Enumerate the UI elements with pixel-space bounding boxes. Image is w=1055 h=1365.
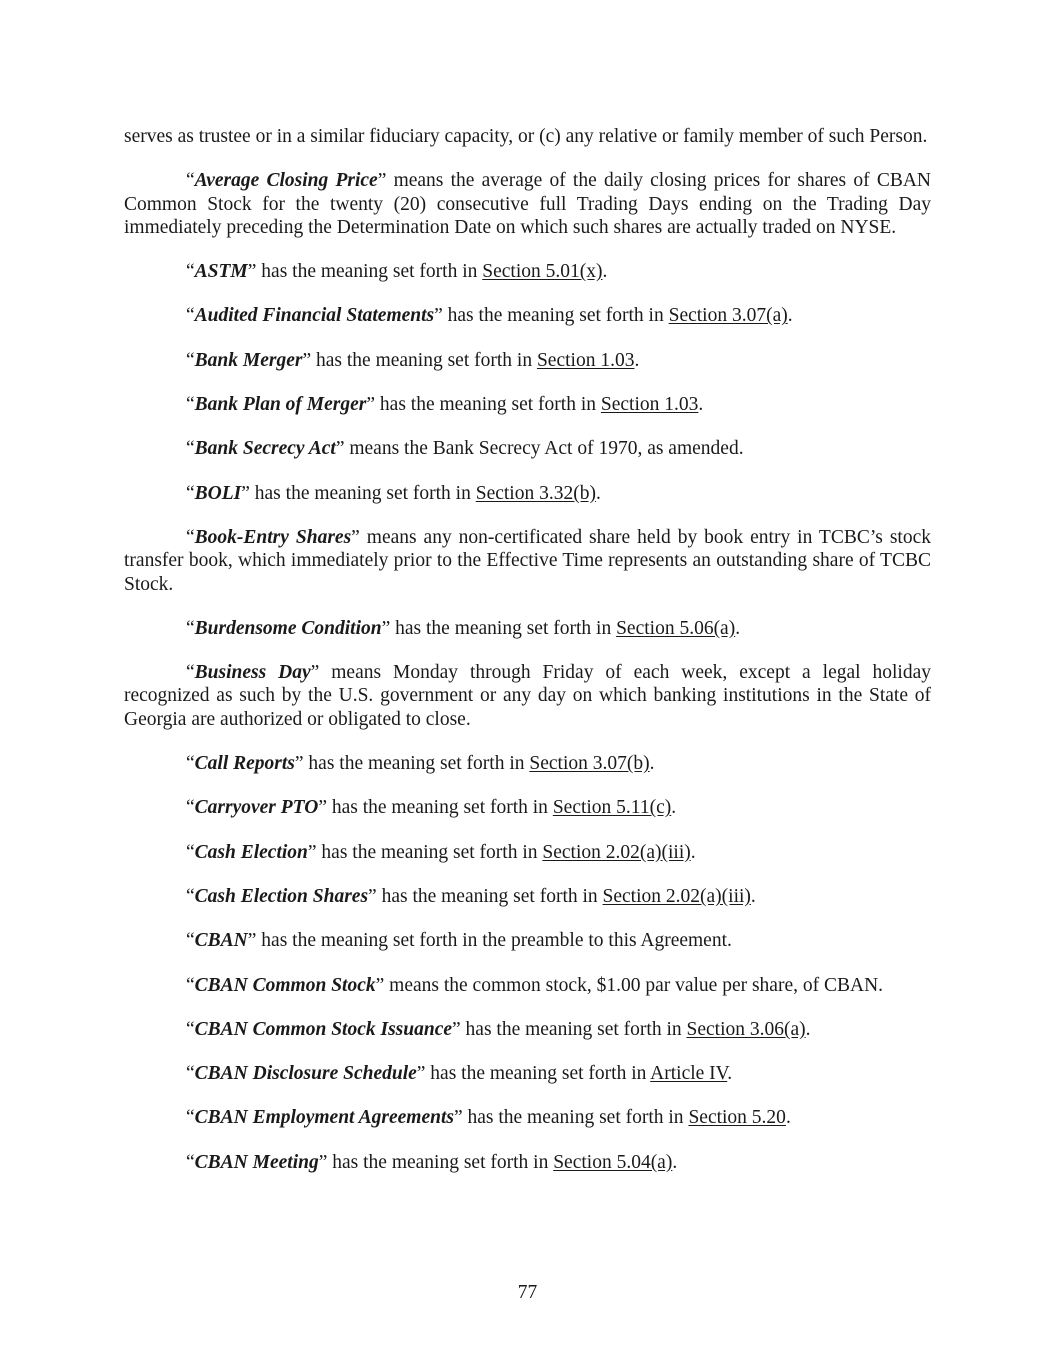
definition-cash-election-shares: “Cash Election Shares” has the meaning set forth in Section 2.02(a)(iii). (186, 885, 756, 907)
definition-text: has the meaning set forth in the preamble to this Agreement. (256, 930, 732, 952)
page-number: 77 (517, 1282, 538, 1303)
definition-audited-financial-statements: “Audited Financial Statements” has the meaning set forth in Section 3.07(a). (186, 305, 793, 327)
definition-text: has the meaning set forth in (327, 1151, 554, 1173)
defined-term: CBAN (194, 930, 248, 952)
definition-text: has the meaning set forth in (316, 841, 543, 863)
definition-call-reports: “Call Reports” has the meaning set forth in Section 3.07(b). (186, 753, 655, 775)
definition-text: has the meaning set forth in (425, 1063, 651, 1085)
definition-text: means Monday through Friday of each week, except a legal holiday recognized as such by the U.S. government or any day on which banking institutions in the State of Georgia are authorized or obligated to close. (124, 662, 931, 730)
definition-text: means the Bank Secrecy Act of 1970, as amended. (344, 438, 744, 460)
defined-term: Carryover PTO (194, 797, 319, 819)
definition-book-entry-shares: “Book-Entry Shares” means any non-certificated share held by book entry in TCBC’s stock transfer book, which immediately prior to the Effective Time represents an outstanding share of TCBC Stock. (124, 526, 931, 595)
definition-text: has the meaning set forth in (256, 261, 483, 283)
document-page (124, 125, 931, 1174)
definition-text: has the meaning set forth in (249, 482, 476, 504)
definition-text: means the common stock, $1.00 par value per share, of CBAN. (384, 974, 884, 996)
defined-term: BOLI (194, 482, 242, 504)
section-reference-link[interactable]: Section 5.20 (688, 1107, 786, 1129)
intro-paragraph (124, 125, 931, 148)
definition-text: means the average of the daily closing prices for shares of CBAN Common Stock for the twenty (20) consecutive full Trading Days ending on the Trading Day immediately preceding the Determination Date on which such shares are actually traded on NYSE. (124, 170, 931, 238)
section-reference-link[interactable]: Section 1.03 (536, 349, 635, 371)
definition-text: has the meaning set forth in (460, 1018, 687, 1040)
definition-text: has the meaning set forth in (375, 394, 601, 416)
defined-term: Bank Secrecy Act (194, 438, 336, 460)
section-reference-link[interactable]: Section 5.11(c) (552, 797, 672, 819)
definition-average-closing-price: “Average Closing Price” means the average of the daily closing prices for shares of CBAN Common Stock for the twenty (20) consecutive full Trading Days ending on the Trading Day immediately preceding the Determination Date on which such shares are actually traded on NYSE. (124, 170, 931, 238)
defined-term: Average Closing Price (194, 170, 378, 192)
defined-term: Book-Entry Shares (194, 526, 352, 548)
defined-term: Bank Merger (194, 349, 303, 371)
defined-term: Burdensome Condition (194, 617, 382, 639)
defined-term: CBAN Common Stock (194, 974, 376, 996)
definition-bank-secrecy-act: “Bank Secrecy Act” means the Bank Secrecy Act of 1970, as amended. (186, 438, 744, 460)
definition-cban-meeting: “CBAN Meeting” has the meaning set forth in Section 5.04(a). (186, 1151, 678, 1173)
defined-term: CBAN Disclosure Schedule (194, 1063, 417, 1085)
definition-burdensome-condition: “Burdensome Condition” has the meaning set forth in Section 5.06(a). (186, 617, 741, 639)
definition-text: means any non-certificated share held by book entry in TCBC’s stock transfer book, which immediately prior to the Effective Time represents an outstanding share of TCBC Stock. (124, 526, 931, 595)
definition-cban-common-stock-issuance: “CBAN Common Stock Issuance” has the meaning set forth in Section 3.06(a). (186, 1018, 811, 1040)
section-reference-link[interactable]: Section 1.03 (600, 394, 699, 416)
definition-cban-employment-agreements: “CBAN Employment Agreements” has the meaning set forth in Section 5.20. (186, 1107, 791, 1129)
section-reference-link[interactable]: Section 3.07(a) (668, 305, 788, 327)
section-reference-link[interactable]: Section 5.01(x) (482, 261, 603, 283)
section-reference-link[interactable]: Section 3.07(b) (529, 753, 650, 775)
definition-bank-plan-of-merger: “Bank Plan of Merger” has the meaning set forth in Section 1.03. (186, 394, 704, 416)
definition-cash-election: “Cash Election” has the meaning set forth in Section 2.02(a)(iii). (186, 841, 696, 863)
definition-boli: “BOLI” has the meaning set forth in Section 3.32(b). (186, 482, 601, 504)
defined-term: CBAN Employment Agreements (194, 1107, 454, 1129)
defined-term: Bank Plan of Merger (194, 394, 367, 416)
definition-text: has the meaning set forth in (376, 885, 603, 907)
defined-term: CBAN Meeting (194, 1151, 319, 1173)
definition-cban-common-stock: “CBAN Common Stock” means the common stock, $1.00 par value per share, of CBAN. (186, 974, 884, 996)
definition-text: has the meaning set forth in (462, 1107, 689, 1129)
section-reference-link[interactable]: Section 3.06(a) (686, 1018, 806, 1040)
defined-term: Audited Financial Statements (194, 305, 435, 327)
definition-text: has the meaning set forth in (390, 617, 617, 639)
defined-term: ASTM (194, 261, 248, 283)
definition-text: has the meaning set forth in (326, 797, 553, 819)
definition-business-day: “Business Day” means Monday through Friday of each week, except a legal holiday recognized as such by the U.S. government or any day on which banking institutions in the State of Georgia are authorized or obligated to close. (124, 662, 931, 730)
section-reference-link[interactable]: Section 3.32(b) (475, 482, 596, 504)
definition-text: has the meaning set forth in (303, 753, 530, 775)
section-reference-link[interactable]: Section 2.02(a)(iii) (602, 885, 751, 907)
definition-cban: “CBAN” has the meaning set forth in the preamble to this Agreement. (186, 930, 732, 952)
defined-term: CBAN Common Stock Issuance (194, 1018, 453, 1040)
section-reference-link[interactable]: Section 2.02(a)(iii) (542, 841, 691, 863)
definition-carryover-pto: “Carryover PTO” has the meaning set forth in Section 5.11(c). (186, 797, 677, 819)
section-reference-link[interactable]: Section 5.06(a) (616, 617, 736, 639)
defined-term: Cash Election Shares (194, 885, 369, 907)
defined-term: Call Reports (194, 753, 295, 775)
article-reference-link[interactable]: Article IV (650, 1063, 728, 1085)
defined-term: Cash Election (194, 841, 308, 863)
definition-bank-merger: “Bank Merger” has the meaning set forth in Section 1.03. (186, 349, 640, 371)
definition-text: has the meaning set forth in (442, 305, 669, 327)
definition-cban-disclosure-schedule: “CBAN Disclosure Schedule” has the meaning set forth in Article IV. (186, 1063, 733, 1085)
defined-term: Business Day (194, 662, 311, 684)
intro-text: serves as trustee or in a similar fiduciary capacity, or (c) any relative or family member of such Person. (124, 126, 928, 147)
section-reference-link[interactable]: Section 5.04(a) (553, 1151, 673, 1173)
definition-text: has the meaning set forth in (311, 349, 537, 371)
definitions-list (124, 169, 931, 1174)
definition-astm: “ASTM” has the meaning set forth in Section 5.01(x). (186, 261, 608, 283)
